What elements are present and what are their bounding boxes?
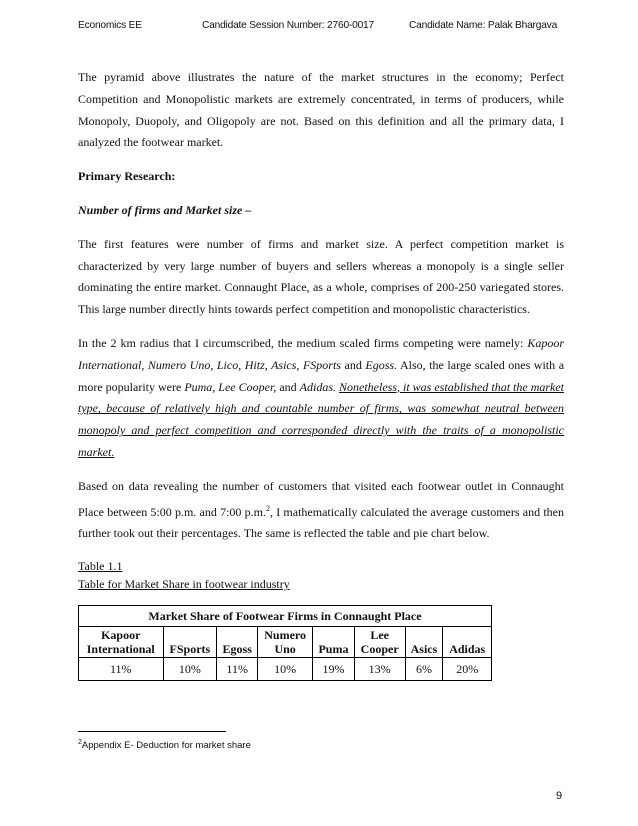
page-number: 9: [556, 790, 563, 802]
column-header-line2: Uno: [274, 642, 296, 657]
column-header: [258, 627, 313, 658]
column-header: [163, 627, 217, 658]
para3-egoss: Egoss.: [365, 357, 398, 372]
table-cell: 13%: [354, 658, 405, 681]
header-candidate-name: Candidate Name: Palak Bhargava: [409, 20, 558, 31]
header-subject: Economics EE: [78, 20, 142, 31]
para3-text-1: In the 2 km radius that I circumscribed, the medium scaled firms competing were namely:: [78, 335, 528, 350]
column-header-line2: Asics: [410, 642, 438, 657]
table-cell: 19%: [313, 658, 355, 681]
table-number: Table 1.1: [78, 559, 123, 574]
column-header: [443, 627, 492, 658]
para3-medium-firms: Kapoor International, Numero Uno, Lico, Hitz, Asics, FSports: [78, 335, 564, 372]
subheading-number-of-firms: Number of firms and Market size –: [78, 202, 252, 217]
para4-text-1: Based on data revealing the number of customers that visited each footwear outlet in Connaught Place between 5:00 p.m. and 7:00 p.m.: [78, 478, 564, 519]
table-row: [79, 658, 492, 681]
column-header: [79, 627, 164, 658]
table-cell: 20%: [443, 658, 492, 681]
table-caption: [78, 557, 564, 593]
footnote-divider: [78, 731, 226, 732]
table-title: Table for Market Share in footwear industry: [78, 577, 290, 592]
column-header-line2: Egoss: [222, 642, 252, 657]
market-share-table: [78, 605, 492, 681]
footnote-text: Appendix E- Deduction for market share: [81, 740, 251, 752]
paragraph-radius-firms: [78, 333, 564, 464]
para3-adidas: Adidas.: [299, 379, 336, 394]
column-header-line2: Adidas: [449, 642, 486, 657]
table-header-row: [79, 627, 492, 658]
footnote-reference: 2: [265, 503, 270, 513]
table-cell: 10%: [163, 658, 217, 681]
para4-text-2: , I mathematically calculated the average customers and then further took out their percentages. The same is reflected the table and pie chart below.: [78, 504, 564, 541]
para3-text-2: Also, the large scaled ones with a more popularity were: [78, 357, 565, 394]
header-session-number: Candidate Session Number: 2760-0017: [202, 20, 374, 31]
table-cell: 11%: [79, 658, 164, 681]
footnote-mark: 2: [78, 739, 82, 746]
para3-and-1: and: [340, 357, 366, 372]
column-header: [405, 627, 443, 658]
footnote: [78, 739, 251, 751]
column-header-line2: Cooper: [360, 642, 399, 657]
column-header-line2: Puma: [318, 642, 349, 657]
column-header: [313, 627, 355, 658]
para3-underlined-conclusion: Nonetheless, it was established that the market type, because of relatively high and countable number of firms, was somewhat neutral between monopoly and perfect competition and corresponded directly with the traits of a monopolistic market.: [78, 379, 565, 459]
column-header: [354, 627, 405, 658]
column-header-line2: International: [86, 642, 155, 657]
paragraph-customer-data: [78, 476, 564, 545]
para3-and-2: and: [276, 379, 300, 394]
para3-large-firms: Puma, Lee Cooper,: [184, 379, 277, 394]
table-cell: 10%: [258, 658, 313, 681]
paragraph-pyramid: The pyramid above illustrates the nature of the market structures in the economy; Perfect Competition and Monopolistic markets are extremely concentrated, in terms of producers, while Monopoly, Duopoly, and Oligopoly are not. Based on this definition and all the primary data, I analyzed the footwear market.: [78, 70, 564, 150]
column-header: [217, 627, 258, 658]
paragraph-firms-market-size: The first features were number of firms and market size. A perfect competition market is characterized by very large number of buyers and sellers whereas a monopoly is a single seller dominating the entire market. Connaught Place, as a whole, comprises of 200-250 variegated stores. This large number directly hints towards perfect competition and monopolistic characteristics.: [78, 236, 564, 317]
column-header-line1: Numero: [264, 628, 307, 643]
page-body: [78, 67, 564, 681]
column-header-line1: Lee: [370, 628, 389, 643]
table-cell: 6%: [405, 658, 443, 681]
column-header-line2: FSports: [169, 642, 211, 657]
table-heading: Market Share of Footwear Firms in Connaught Place: [79, 606, 492, 627]
heading-primary-research: Primary Research:: [78, 169, 176, 184]
column-header-line1: Kapoor: [101, 628, 141, 643]
table-cell: 11%: [217, 658, 258, 681]
